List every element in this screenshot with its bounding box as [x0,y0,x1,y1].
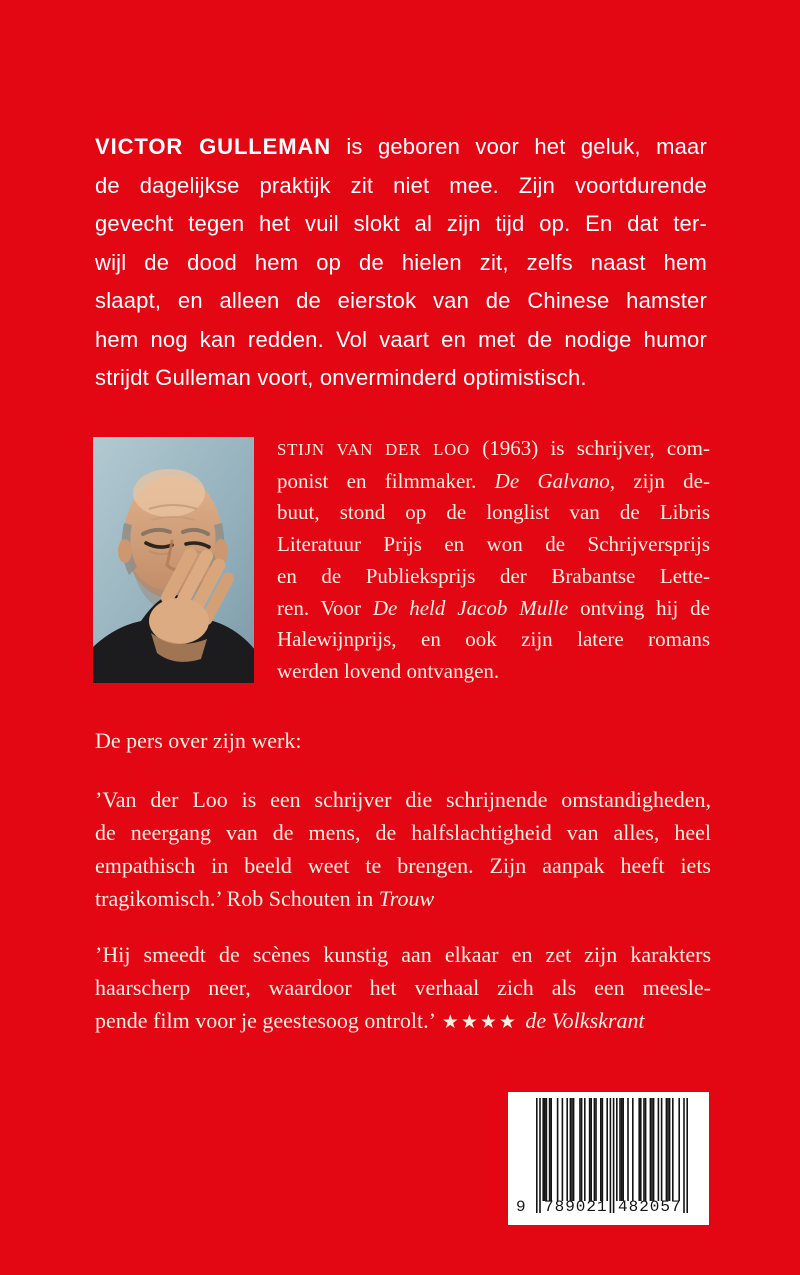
press-quote-volkskrant [95,938,711,1039]
book-title: De Galvano [494,468,610,493]
bio-text: (1963) is schrijver, com- [469,436,710,460]
bio-line: en de Publieksprijs der Brabantse Lette- [277,563,710,588]
press-quote-trouw [95,783,711,915]
four-star-rating: ★★★★ [441,1011,518,1033]
blurb-line: wijl de dood hem op de hielen zit, zelfs naast hem [95,249,707,275]
protagonist-name: VICTOR GULLEMAN [95,134,331,159]
quote-line: ’Hij smeedt de scènes kunstig aan elkaar en zet zijn karakters [95,942,711,967]
barcode-digits-group1: 789021 [544,1198,608,1216]
bio-text: , zijn de- [609,468,710,493]
portrait-illustration [93,437,254,683]
barcode-digit-left: 9 [516,1198,526,1216]
newspaper-name: Trouw [378,886,435,911]
blurb-line: gevecht tegen het vuil slokt al zijn tijd op. En dat ter- [95,211,707,236]
quote-line [95,882,711,915]
bio-text: ren. Voor [277,595,373,620]
bio-text: ponist en filmmaker. [277,468,495,493]
author-photo [93,437,254,683]
bio-line [277,433,710,466]
blurb-line: slaapt, en alleen de eierstok van de Chinese hamster [95,288,707,313]
quote-line: haarscherp neer, waardoor het verhaal zich als een meesle- [95,975,711,1000]
bio-line [277,466,710,498]
isbn-barcode [508,1092,709,1225]
blurb-text: is geboren voor het geluk, maar [331,134,707,159]
quote-line: ’Van der Loo is een schrijver die schrijnende omstandigheden, [95,787,711,812]
barcode-digits-group2: 482057 [618,1198,682,1216]
author-bio [277,433,710,688]
blurb-line: strijdt Gulleman voort, onverminderd optimistisch. [95,365,587,390]
book-title: De held Jacob Mulle [372,595,569,620]
quote-line: empathisch in beeld weet te brengen. Zijn aanpak heeft iets [95,853,711,878]
bio-line: buut, stond op de longlist van de Libris [277,500,710,525]
bio-line [277,593,710,625]
blurb-paragraph [95,128,707,398]
quote-line [95,1004,711,1039]
bio-line: Literatuur Prijs en won de Schrijversprijs [277,532,710,557]
blurb-line: hem nog kan redden. Vol vaart en met de nodige humor [95,326,707,352]
blurb-line: de dagelijkse praktijk zit niet mee. Zijn voortdurende [95,172,707,198]
author-name: STIJN VAN DER LOO [277,440,470,459]
bio-line: Halewijnprijs, en ook zijn latere romans [277,627,710,652]
quote-text: tragikomisch.’ Rob Schouten in [95,886,379,911]
bio-line: werden lovend ontvangen. [277,658,500,683]
newspaper-name: de Volkskrant [519,1008,645,1033]
blurb-line [95,128,707,167]
press-heading: De pers over zijn werk: [95,728,302,753]
quote-line: de neergang van de mens, de halfslachtigheid van alles, heel [95,820,711,845]
barcode-bars [536,1098,688,1214]
quote-text: pende film voor je geestesoog ontrolt.’ [95,1008,440,1033]
bio-text: ontving hij de [568,595,710,620]
